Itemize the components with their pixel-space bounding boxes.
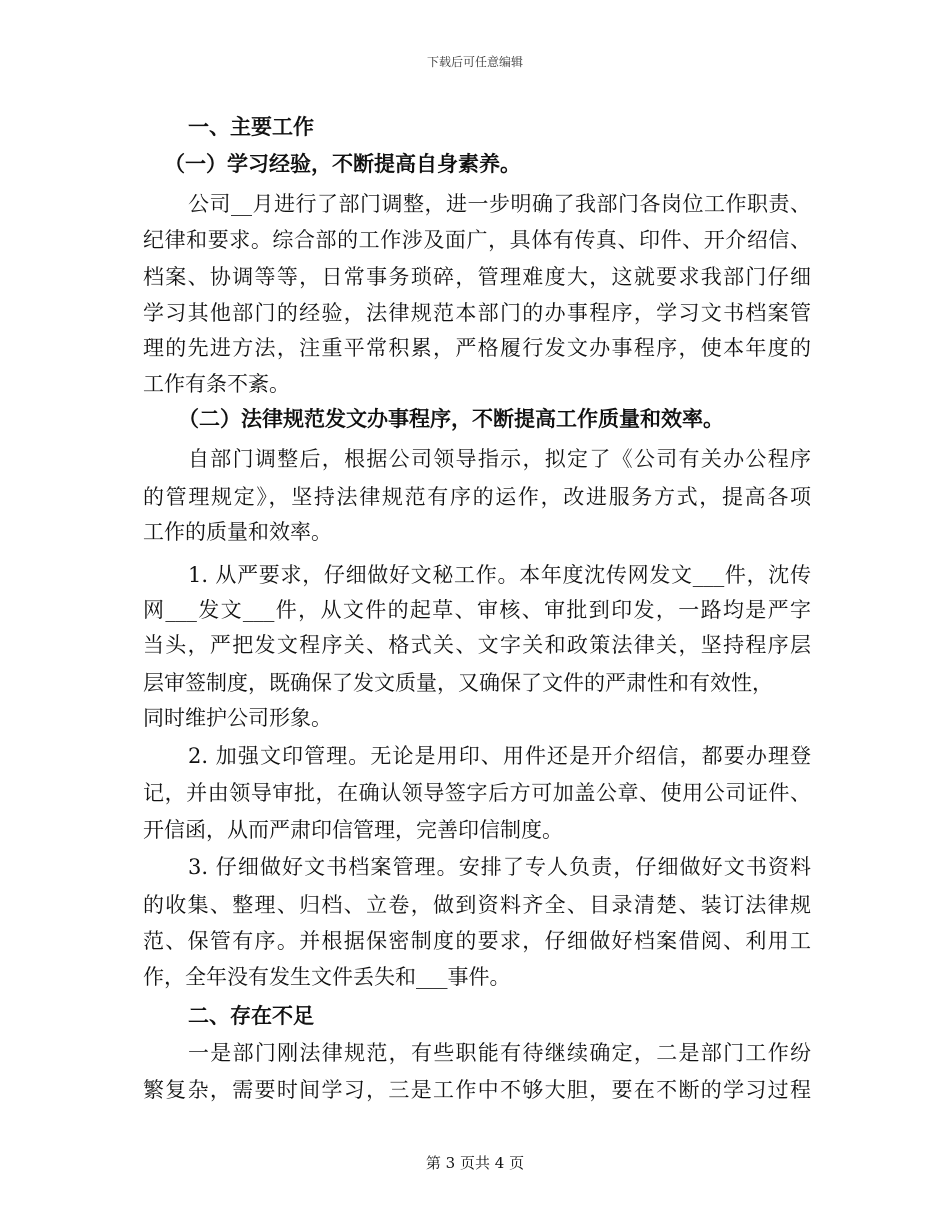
paragraph-line: 学习其他部门的经验，法律规范本部门的办事程序，学习文书档案管 <box>143 301 811 325</box>
paragraph-line: 的管理规定》，坚持法律规范有序的运作，改进服务方式，提高各项 <box>143 485 811 509</box>
subsection-heading: （一）学习经验，不断提高自身素养。 <box>164 151 521 176</box>
paragraph-line: 繁复杂，需要时间学习，三是工作中不够大胆，要在不断的学习过程 <box>143 1078 811 1102</box>
paragraph-line: 1. 从严要求，仔细做好文秘工作。本年度沈传网发文___件，沈传 <box>188 563 811 587</box>
paragraph-line: 的收集、整理、归档、立卷，做到资料齐全、目录清楚、装订法律规 <box>143 893 811 917</box>
paragraph-line: 3. 仔细做好文书档案管理。安排了专人负责，仔细做好文书资料 <box>188 855 811 879</box>
paragraph-line: 公司__月进行了部门调整，进一步明确了我部门各岗位工作职责、 <box>188 192 811 216</box>
paragraph-line: 记，并由领导审批，在确认领导签字后方可加盖公章、使用公司证件、 <box>143 781 811 805</box>
paragraph-line: 同时维护公司形象。 <box>143 706 332 730</box>
paragraph-line: 纪律和要求。综合部的工作涉及面广，具体有传真、印件、开介绍信、 <box>143 228 811 252</box>
paragraph-line: 自部门调整后，根据公司领导指示，拟定了《公司有关办公程序 <box>188 447 811 471</box>
paragraph-line: 档案、协调等等，日常事务琐碎，管理难度大，这就要求我部门仔细 <box>143 265 811 289</box>
section-heading: 二、存在不足 <box>188 1003 314 1028</box>
paragraph-line: 作，全年没有发生文件丢失和___事件。 <box>143 965 511 989</box>
subsection-heading: （二）法律规范发文办事程序，不断提高工作质量和效率。 <box>178 406 724 431</box>
paragraph-line: 工作的质量和效率。 <box>143 520 332 544</box>
paragraph-line: 层审签制度，既确保了发文质量，又确保了文件的严肃性和有效性， <box>143 671 773 695</box>
paragraph-line: 网___发文___件，从文件的起草、审核、审批到印发，一路均是严字 <box>143 598 811 622</box>
paragraph-line: 一是部门刚法律规范，有些职能有待继续确定，二是部门工作纷 <box>188 1041 811 1065</box>
page-header-note: 下载后可任意编辑 <box>426 55 523 69</box>
paragraph-line: 范、保管有序。并根据保密制度的要求，仔细做好档案借阅、利用工 <box>143 929 811 953</box>
paragraph-line: 2. 加强文印管理。无论是用印、用件还是开介绍信，都要办理登 <box>188 744 811 768</box>
paragraph-line: 工作有条不紊。 <box>143 372 290 396</box>
paragraph-line: 开信函，从而严肃印信管理，完善印信制度。 <box>143 818 563 842</box>
section-heading: 一、主要工作 <box>188 114 314 139</box>
paragraph-line: 当头，严把发文程序关、格式关、文字关和政策法律关，坚持程序层 <box>143 633 811 657</box>
paragraph-line: 理的先进方法，注重平常积累，严格履行发文办事程序，使本年度的 <box>143 336 811 360</box>
page-footer-page-number: 第 3 页共 4 页 <box>425 1154 525 1172</box>
